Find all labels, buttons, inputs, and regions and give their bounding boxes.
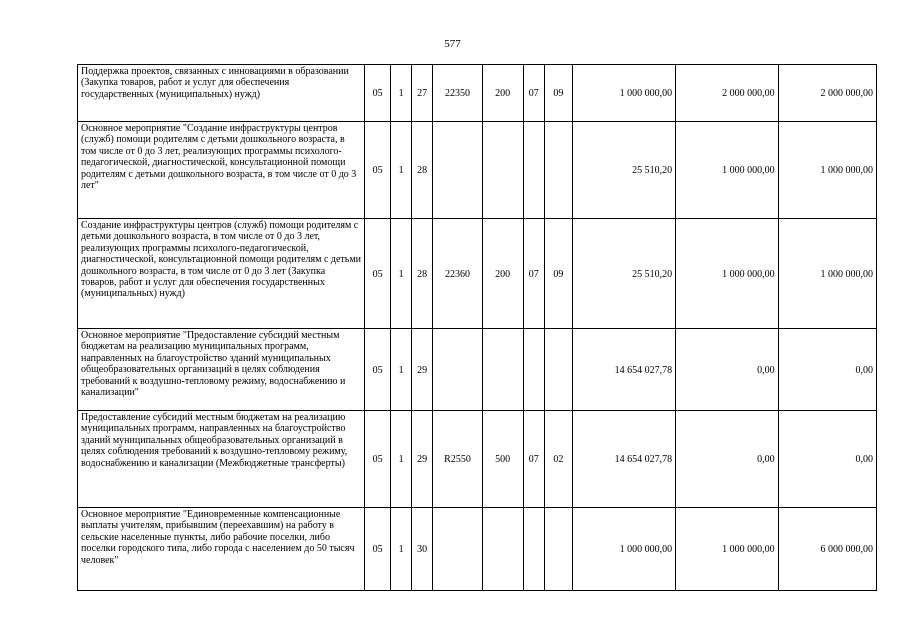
row-code-2: 1 bbox=[391, 219, 411, 329]
row-code-4: 22350 bbox=[433, 65, 482, 122]
row-name: Предоставление субсидий местным бюджетам на реализацию муниципальных программ, направленных на благоустройство зданий муниципальных общеобразовательных организаций в целях соблюдения требований к воздушно-тепловому режиму, водоснабжению и канализации (Межбюджетные трансферты) bbox=[78, 411, 365, 508]
row-amount-1: 25 510,20 bbox=[572, 219, 675, 329]
row-code-6 bbox=[523, 508, 545, 591]
row-code-2: 1 bbox=[391, 329, 411, 411]
row-code-3: 28 bbox=[411, 219, 433, 329]
row-name: Основное мероприятие "Создание инфраструктуры центров (служб) помощи родителям с детьми дошкольного возраста, в том числе от 0 до 3 лет, реализующих программы психолого-педагогической, диагностической, консультационной помощи родителям с детьми дошкольного возраста, в том числе от 0 до 3 лет" bbox=[78, 122, 365, 219]
row-amount-1: 1 000 000,00 bbox=[572, 508, 675, 591]
row-amount-3: 1 000 000,00 bbox=[778, 219, 876, 329]
row-amount-1: 1 000 000,00 bbox=[572, 65, 675, 122]
table-row bbox=[78, 219, 877, 329]
row-code-2: 1 bbox=[391, 122, 411, 219]
row-amount-2: 1 000 000,00 bbox=[676, 219, 778, 329]
row-name: Основное мероприятие "Предоставление субсидий местным бюджетам на реализацию муниципальных программ, направленных на благоустройство зданий муниципальных общеобразовательных организаций в целях соблюдения требований к воздушно-тепловому режиму, водоснабжению и канализации" bbox=[78, 329, 365, 411]
row-amount-3: 1 000 000,00 bbox=[778, 122, 876, 219]
row-code-7 bbox=[545, 508, 573, 591]
row-code-3: 30 bbox=[411, 508, 433, 591]
row-amount-2: 0,00 bbox=[676, 329, 778, 411]
row-code-6 bbox=[523, 329, 545, 411]
row-code-4 bbox=[433, 122, 482, 219]
row-name: Создание инфраструктуры центров (служб) помощи родителям с детьми дошкольного возраста, в том числе от 0 до 3 лет, реализующих программы психолого-педагогической, диагностической, консультационной помощи родителям с детьми дошкольного возраста, в том числе от 0 до 3 лет (Закупка товаров, работ и услуг для обеспечения государственных (муниципальных) нужд) bbox=[78, 219, 365, 329]
row-code-5: 200 bbox=[482, 65, 523, 122]
row-name: Поддержка проектов, связанных с инновациями в образовании (Закупка товаров, работ и услуг для обеспечения государственных (муниципальных) нужд) bbox=[78, 65, 365, 122]
row-code-2: 1 bbox=[391, 508, 411, 591]
row-code-7 bbox=[545, 329, 573, 411]
row-amount-2: 1 000 000,00 bbox=[676, 508, 778, 591]
row-code-2: 1 bbox=[391, 65, 411, 122]
row-code-7: 02 bbox=[545, 411, 573, 508]
row-code-4 bbox=[433, 329, 482, 411]
row-amount-3: 0,00 bbox=[778, 329, 876, 411]
row-code-5 bbox=[482, 508, 523, 591]
row-code-1: 05 bbox=[364, 65, 391, 122]
table-row bbox=[78, 508, 877, 591]
row-code-3: 29 bbox=[411, 329, 433, 411]
row-code-3: 27 bbox=[411, 65, 433, 122]
row-amount-1: 14 654 027,78 bbox=[572, 411, 675, 508]
row-code-7 bbox=[545, 122, 573, 219]
row-code-7: 09 bbox=[545, 219, 573, 329]
row-code-1: 05 bbox=[364, 508, 391, 591]
row-code-4 bbox=[433, 508, 482, 591]
row-amount-1: 14 654 027,78 bbox=[572, 329, 675, 411]
row-amount-2: 2 000 000,00 bbox=[676, 65, 778, 122]
row-amount-2: 0,00 bbox=[676, 411, 778, 508]
row-code-3: 28 bbox=[411, 122, 433, 219]
row-amount-3: 0,00 bbox=[778, 411, 876, 508]
row-code-1: 05 bbox=[364, 122, 391, 219]
budget-table bbox=[77, 64, 877, 591]
row-code-7: 09 bbox=[545, 65, 573, 122]
row-code-6: 07 bbox=[523, 411, 545, 508]
row-code-4: R2550 bbox=[433, 411, 482, 508]
row-code-5: 200 bbox=[482, 219, 523, 329]
row-amount-3: 6 000 000,00 bbox=[778, 508, 876, 591]
row-code-6: 07 bbox=[523, 219, 545, 329]
row-name: Основное мероприятие "Единовременные компенсационные выплаты учителям, прибывшим (переехавшим) на работу в сельские населенные пункты, либо рабочие поселки, либо поселки городского типа, либо города с населением до 50 тысяч человек" bbox=[78, 508, 365, 591]
row-code-4: 22360 bbox=[433, 219, 482, 329]
table-row bbox=[78, 329, 877, 411]
row-code-6: 07 bbox=[523, 65, 545, 122]
table-row bbox=[78, 65, 877, 122]
row-amount-3: 2 000 000,00 bbox=[778, 65, 876, 122]
row-code-1: 05 bbox=[364, 329, 391, 411]
row-code-1: 05 bbox=[364, 219, 391, 329]
page-number: 577 bbox=[444, 38, 461, 50]
row-code-5 bbox=[482, 329, 523, 411]
row-code-2: 1 bbox=[391, 411, 411, 508]
row-code-1: 05 bbox=[364, 411, 391, 508]
table-row bbox=[78, 411, 877, 508]
row-code-3: 29 bbox=[411, 411, 433, 508]
row-amount-2: 1 000 000,00 bbox=[676, 122, 778, 219]
row-code-5: 500 bbox=[482, 411, 523, 508]
table-row bbox=[78, 122, 877, 219]
row-code-6 bbox=[523, 122, 545, 219]
row-amount-1: 25 510,20 bbox=[572, 122, 675, 219]
row-code-5 bbox=[482, 122, 523, 219]
